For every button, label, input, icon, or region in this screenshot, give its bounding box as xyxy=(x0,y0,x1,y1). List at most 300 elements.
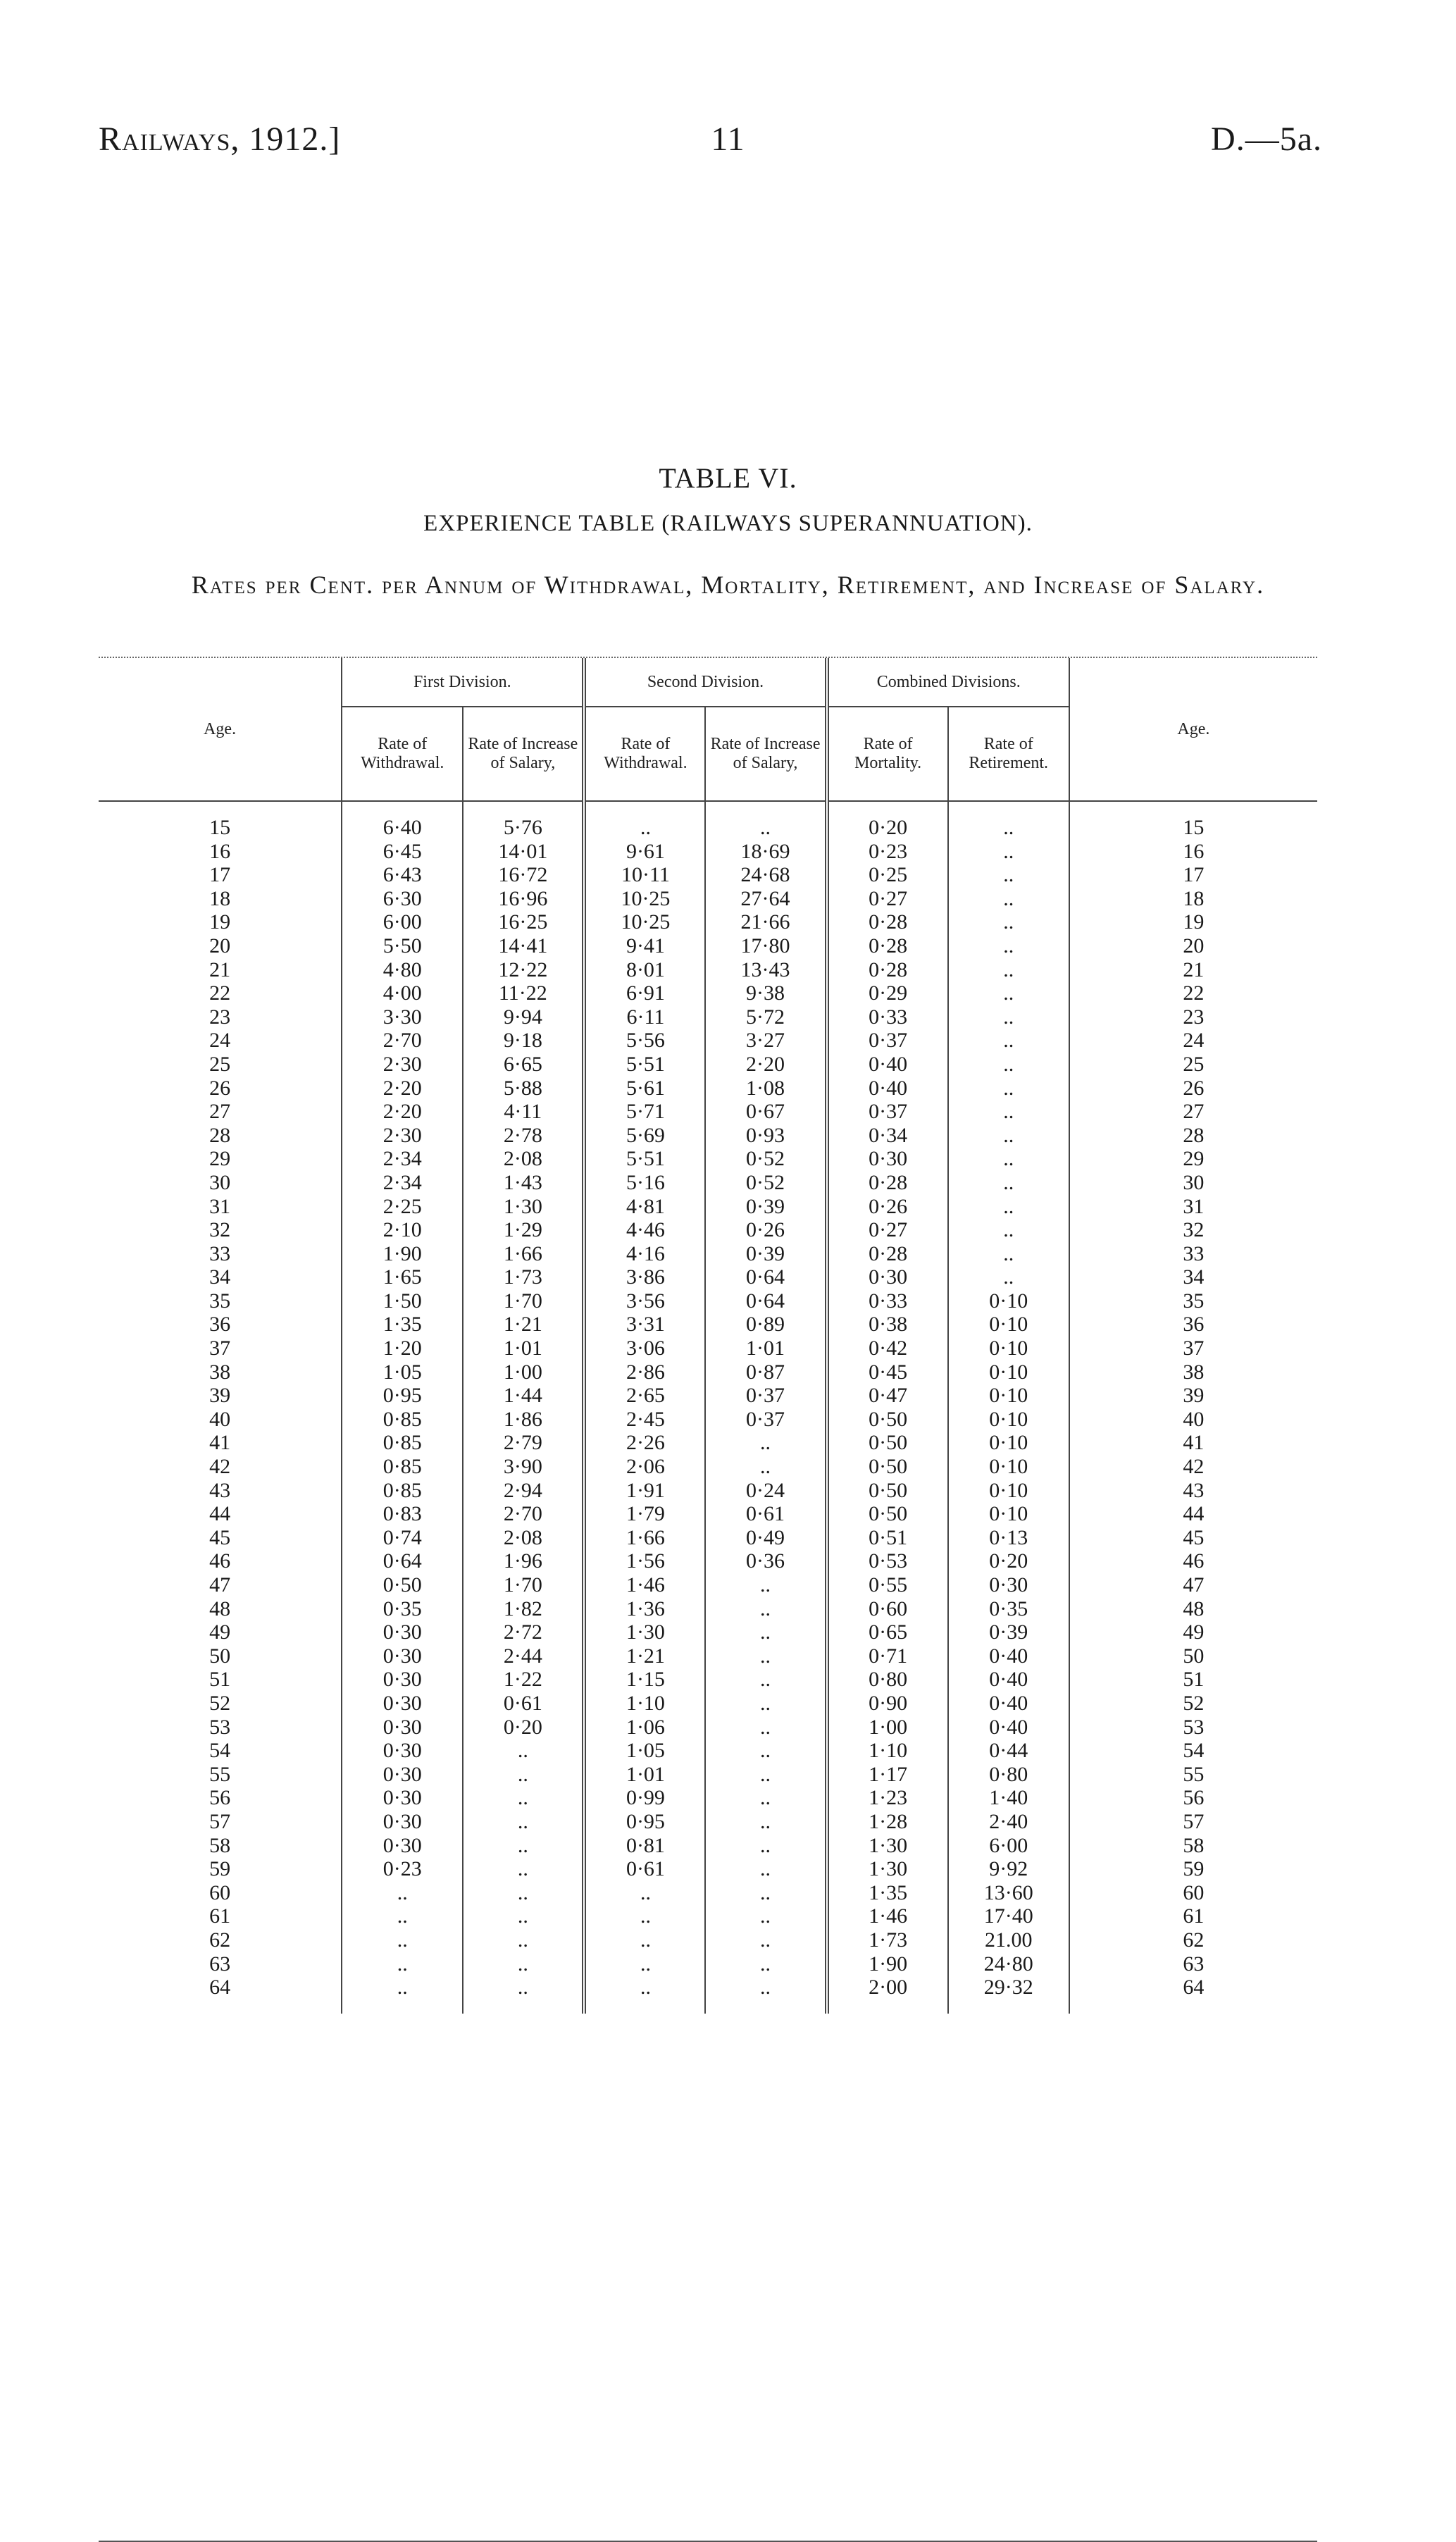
first-salary-cell: 1·73 xyxy=(463,1265,584,1289)
second-withdrawal-cell: 3·06 xyxy=(584,1337,705,1360)
first-withdrawal-cell: 1·35 xyxy=(342,1313,463,1337)
age-cell: 45 xyxy=(209,1525,231,1549)
table-row xyxy=(99,1431,1317,1455)
second-salary-cell: 9·38 xyxy=(705,981,826,1005)
retirement-cell: 0·39 xyxy=(948,1620,1069,1644)
first-withdrawal-cell: .. xyxy=(342,1881,463,1905)
table-row xyxy=(99,1549,1317,1573)
second-salary-cell: 17·80 xyxy=(705,934,826,958)
mortality-cell: 0·71 xyxy=(827,1644,948,1668)
second-salary-cell: 18·69 xyxy=(705,840,826,864)
age-cell-right: 63 xyxy=(1069,1952,1317,1976)
mortality-cell: 0·34 xyxy=(827,1124,948,1148)
second-withdrawal-cell: 1·79 xyxy=(584,1502,705,1526)
age-cell-right: 58 xyxy=(1069,1834,1317,1858)
retirement-cell: .. xyxy=(948,958,1069,982)
first-withdrawal-cell: 0·30 xyxy=(342,1786,463,1810)
second-withdrawal-cell: 2·26 xyxy=(584,1431,705,1455)
second-withdrawal-cell: 1·15 xyxy=(584,1668,705,1692)
age-cell-right: 33 xyxy=(1069,1242,1317,1266)
first-salary-cell: 1·66 xyxy=(463,1242,584,1266)
first-withdrawal-cell: 6·00 xyxy=(342,910,463,934)
retirement-cell: .. xyxy=(948,981,1069,1005)
second-withdrawal-cell: 2·65 xyxy=(584,1384,705,1408)
table-row xyxy=(99,981,1317,1005)
first-salary-cell: .. xyxy=(463,1857,584,1881)
age-cell: 30 xyxy=(209,1170,231,1194)
first-withdrawal-cell: .. xyxy=(342,1952,463,1976)
second-withdrawal-cell: .. xyxy=(584,1928,705,1952)
first-withdrawal-cell: 0·30 xyxy=(342,1668,463,1692)
table-row xyxy=(99,1620,1317,1644)
table-row xyxy=(99,1100,1317,1124)
second-salary-cell: 27·64 xyxy=(705,887,826,911)
table-row xyxy=(99,1479,1317,1503)
second-withdrawal-cell: 4·81 xyxy=(584,1195,705,1219)
second-withdrawal-cell: .. xyxy=(584,816,705,840)
first-withdrawal-cell: 0·85 xyxy=(342,1455,463,1479)
first-withdrawal-cell: 0·30 xyxy=(342,1620,463,1644)
age-cell: 35 xyxy=(209,1289,231,1313)
age-cell-right: 42 xyxy=(1069,1455,1317,1479)
second-salary-cell: .. xyxy=(705,1763,826,1787)
age-cell: 41 xyxy=(209,1431,231,1455)
age-cell-right: 37 xyxy=(1069,1337,1317,1360)
second-withdrawal-cell: 2·45 xyxy=(584,1408,705,1432)
age-cell-right: 27 xyxy=(1069,1100,1317,1124)
age-header-left: Age. xyxy=(99,658,342,801)
first-withdrawal-cell: 0·30 xyxy=(342,1810,463,1834)
mortality-cell: 1·00 xyxy=(827,1716,948,1740)
second-salary-cell: 1·01 xyxy=(705,1337,826,1360)
group-header-combined-divisions: Combined Divisions. xyxy=(827,658,1069,707)
second-salary-cell: 0·24 xyxy=(705,1479,826,1503)
mortality-cell: 0·37 xyxy=(827,1029,948,1053)
first-withdrawal-cell: 0·64 xyxy=(342,1549,463,1573)
mortality-cell: 2·00 xyxy=(827,1976,948,2000)
second-salary-cell: .. xyxy=(705,1644,826,1668)
retirement-cell: .. xyxy=(948,910,1069,934)
retirement-cell: 2·40 xyxy=(948,1810,1069,1834)
first-salary-cell: 14·41 xyxy=(463,934,584,958)
second-salary-cell: 0·39 xyxy=(705,1195,826,1219)
age-cell-right: 29 xyxy=(1069,1147,1317,1171)
table-row xyxy=(99,1265,1317,1289)
mortality-cell: 1·28 xyxy=(827,1810,948,1834)
mortality-cell: 0·23 xyxy=(827,840,948,864)
mortality-cell: 0·30 xyxy=(827,1147,948,1171)
first-salary-cell: 1·29 xyxy=(463,1218,584,1242)
table-row xyxy=(99,1077,1317,1100)
second-salary-cell: .. xyxy=(705,1431,826,1455)
first-salary-cell: 2·78 xyxy=(463,1124,584,1148)
mortality-cell: 0·65 xyxy=(827,1620,948,1644)
second-withdrawal-cell: 8·01 xyxy=(584,958,705,982)
retirement-cell: .. xyxy=(948,1124,1069,1148)
table-row xyxy=(99,1195,1317,1219)
second-withdrawal-cell: 2·06 xyxy=(584,1455,705,1479)
first-salary-cell: 1·01 xyxy=(463,1337,584,1360)
second-withdrawal-cell: 1·06 xyxy=(584,1716,705,1740)
age-cell: 36 xyxy=(209,1313,231,1337)
second-salary-cell: .. xyxy=(705,1692,826,1716)
table-row xyxy=(99,958,1317,982)
first-withdrawal-cell: .. xyxy=(342,1976,463,2000)
mortality-cell: 0·50 xyxy=(827,1455,948,1479)
second-salary-cell: 0·87 xyxy=(705,1360,826,1384)
second-salary-cell: 0·36 xyxy=(705,1549,826,1573)
retirement-cell: .. xyxy=(948,1218,1069,1242)
retirement-cell: .. xyxy=(948,1100,1069,1124)
first-salary-cell: 2·72 xyxy=(463,1620,584,1644)
second-withdrawal-cell: 5·61 xyxy=(584,1077,705,1100)
age-cell-right: 48 xyxy=(1069,1597,1317,1621)
age-cell: 49 xyxy=(209,1620,231,1644)
retirement-cell: 0·10 xyxy=(948,1431,1069,1455)
retirement-cell: 0·13 xyxy=(948,1526,1069,1550)
sub-header-mortality: Rate of Mortality. xyxy=(827,707,948,801)
first-salary-cell: 1·44 xyxy=(463,1384,584,1408)
age-cell-right: 45 xyxy=(1069,1526,1317,1550)
retirement-cell: .. xyxy=(948,1005,1069,1029)
mortality-cell: 0·33 xyxy=(827,1005,948,1029)
mortality-cell: 1·23 xyxy=(827,1786,948,1810)
first-withdrawal-cell: 2·25 xyxy=(342,1195,463,1219)
table-row xyxy=(99,1810,1317,1834)
age-cell: 50 xyxy=(209,1644,231,1668)
table-header xyxy=(99,658,1317,801)
retirement-cell: 0·44 xyxy=(948,1739,1069,1763)
first-withdrawal-cell: 0·85 xyxy=(342,1408,463,1432)
first-withdrawal-cell: 2·70 xyxy=(342,1029,463,1053)
first-salary-cell: .. xyxy=(463,1881,584,1905)
mortality-cell: 1·30 xyxy=(827,1834,948,1858)
retirement-cell: .. xyxy=(948,840,1069,864)
first-salary-cell: 2·70 xyxy=(463,1502,584,1526)
first-withdrawal-cell: 6·45 xyxy=(342,840,463,864)
second-salary-cell: 0·52 xyxy=(705,1171,826,1195)
age-cell: 59 xyxy=(209,1857,231,1881)
first-salary-cell: 2·79 xyxy=(463,1431,584,1455)
retirement-cell: 17·40 xyxy=(948,1904,1069,1928)
first-withdrawal-cell: .. xyxy=(342,1928,463,1952)
second-withdrawal-cell: 0·95 xyxy=(584,1810,705,1834)
second-salary-cell: 0·26 xyxy=(705,1218,826,1242)
age-cell-right: 64 xyxy=(1069,1976,1317,2000)
second-salary-cell: .. xyxy=(705,1928,826,1952)
age-cell: 37 xyxy=(209,1337,231,1360)
age-cell-right: 59 xyxy=(1069,1857,1317,1881)
first-withdrawal-cell: 0·30 xyxy=(342,1644,463,1668)
first-withdrawal-cell: 0·85 xyxy=(342,1479,463,1503)
age-cell: 44 xyxy=(209,1502,231,1526)
first-withdrawal-cell: 4·80 xyxy=(342,958,463,982)
second-withdrawal-cell: 9·41 xyxy=(584,934,705,958)
age-cell: 54 xyxy=(209,1739,231,1763)
retirement-cell: 0·10 xyxy=(948,1384,1069,1408)
retirement-cell: 21.00 xyxy=(948,1928,1069,1952)
age-cell-right: 51 xyxy=(1069,1668,1317,1692)
table-row xyxy=(99,1763,1317,1787)
table-row xyxy=(99,1644,1317,1668)
table-row xyxy=(99,1952,1317,1976)
age-cell: 33 xyxy=(209,1241,231,1265)
mortality-cell: 0·28 xyxy=(827,1171,948,1195)
mortality-cell: 0·28 xyxy=(827,934,948,958)
age-cell: 47 xyxy=(209,1573,231,1596)
first-salary-cell: 0·20 xyxy=(463,1716,584,1740)
retirement-cell: 0·10 xyxy=(948,1408,1069,1432)
age-cell-right: 55 xyxy=(1069,1763,1317,1787)
group-header-first-division: First Division. xyxy=(342,658,584,707)
second-withdrawal-cell: .. xyxy=(584,1881,705,1905)
age-cell-right: 39 xyxy=(1069,1384,1317,1408)
table-row xyxy=(99,887,1317,911)
retirement-cell: .. xyxy=(948,816,1069,840)
retirement-cell: 24·80 xyxy=(948,1952,1069,1976)
mortality-cell: 0·90 xyxy=(827,1692,948,1716)
second-withdrawal-cell: 5·51 xyxy=(584,1147,705,1171)
age-cell: 15 xyxy=(209,816,231,839)
retirement-cell: 0·10 xyxy=(948,1337,1069,1360)
first-withdrawal-cell: 0·30 xyxy=(342,1763,463,1787)
sub-header-second-salary: Rate of Increase of Salary, xyxy=(705,707,826,801)
table-row xyxy=(99,1716,1317,1740)
second-salary-cell: .. xyxy=(705,1739,826,1763)
mortality-cell: 0·27 xyxy=(827,1218,948,1242)
second-withdrawal-cell: 1·56 xyxy=(584,1549,705,1573)
retirement-cell: 13·60 xyxy=(948,1881,1069,1905)
first-salary-cell: 14·01 xyxy=(463,840,584,864)
age-cell: 56 xyxy=(209,1786,231,1810)
document-reference: D.—5a. xyxy=(1211,120,1322,158)
table-row xyxy=(99,1976,1317,2000)
mortality-cell: 0·28 xyxy=(827,1242,948,1266)
first-salary-cell: .. xyxy=(463,1739,584,1763)
second-salary-cell: 5·72 xyxy=(705,1005,826,1029)
second-salary-cell: .. xyxy=(705,816,826,840)
age-cell-right: 57 xyxy=(1069,1810,1317,1834)
second-withdrawal-cell: 3·56 xyxy=(584,1289,705,1313)
first-withdrawal-cell: 1·20 xyxy=(342,1337,463,1360)
age-cell: 42 xyxy=(209,1455,231,1479)
second-salary-cell: 1·08 xyxy=(705,1077,826,1100)
first-salary-cell: 16·96 xyxy=(463,887,584,911)
first-withdrawal-cell: 0·30 xyxy=(342,1692,463,1716)
table-row xyxy=(99,1313,1317,1337)
first-salary-cell: 3·90 xyxy=(463,1455,584,1479)
second-salary-cell: 0·64 xyxy=(705,1289,826,1313)
age-cell: 24 xyxy=(209,1029,231,1053)
retirement-cell: .. xyxy=(948,1195,1069,1219)
first-withdrawal-cell: 1·90 xyxy=(342,1242,463,1266)
second-salary-cell: .. xyxy=(705,1834,826,1858)
retirement-cell: .. xyxy=(948,1265,1069,1289)
second-withdrawal-cell: 1·10 xyxy=(584,1692,705,1716)
mortality-cell: 0·29 xyxy=(827,981,948,1005)
second-salary-cell: 24·68 xyxy=(705,863,826,887)
first-salary-cell: 1·70 xyxy=(463,1573,584,1597)
second-salary-cell: 21·66 xyxy=(705,910,826,934)
table-row xyxy=(99,1834,1317,1858)
age-cell: 46 xyxy=(209,1549,231,1573)
age-cell: 32 xyxy=(209,1218,231,1242)
running-header-left: Railways, 1912.] xyxy=(99,120,341,158)
age-cell-right: 24 xyxy=(1069,1029,1317,1053)
second-withdrawal-cell: 1·30 xyxy=(584,1620,705,1644)
first-withdrawal-cell: 1·65 xyxy=(342,1265,463,1289)
second-withdrawal-cell: 10·25 xyxy=(584,887,705,911)
age-cell: 17 xyxy=(209,863,231,887)
mortality-cell: 0·27 xyxy=(827,887,948,911)
age-cell: 40 xyxy=(209,1407,231,1431)
first-withdrawal-cell: 0·30 xyxy=(342,1834,463,1858)
table-row xyxy=(99,1289,1317,1313)
second-salary-cell: 13·43 xyxy=(705,958,826,982)
mortality-cell: 0·37 xyxy=(827,1100,948,1124)
table-row xyxy=(99,1597,1317,1621)
second-salary-cell: 0·39 xyxy=(705,1242,826,1266)
table-row xyxy=(99,1928,1317,1952)
retirement-cell: 0·40 xyxy=(948,1716,1069,1740)
second-withdrawal-cell: 3·31 xyxy=(584,1313,705,1337)
age-cell-right: 49 xyxy=(1069,1620,1317,1644)
mortality-cell: 0·28 xyxy=(827,910,948,934)
second-withdrawal-cell: 5·71 xyxy=(584,1100,705,1124)
table-row xyxy=(99,1526,1317,1550)
first-salary-cell: .. xyxy=(463,1928,584,1952)
first-salary-cell: 6·65 xyxy=(463,1053,584,1077)
retirement-cell: 0·10 xyxy=(948,1502,1069,1526)
second-withdrawal-cell: .. xyxy=(584,1952,705,1976)
second-withdrawal-cell: 9·61 xyxy=(584,840,705,864)
first-withdrawal-cell: 0·35 xyxy=(342,1597,463,1621)
first-salary-cell: 11·22 xyxy=(463,981,584,1005)
age-cell: 29 xyxy=(209,1147,231,1171)
mortality-cell: 0·80 xyxy=(827,1668,948,1692)
first-withdrawal-cell: 0·85 xyxy=(342,1431,463,1455)
first-salary-cell: 0·61 xyxy=(463,1692,584,1716)
age-cell-right: 61 xyxy=(1069,1904,1317,1928)
age-cell: 57 xyxy=(209,1809,231,1833)
retirement-cell: 0·40 xyxy=(948,1668,1069,1692)
age-cell: 25 xyxy=(209,1052,231,1076)
retirement-cell: 0·10 xyxy=(948,1289,1069,1313)
second-withdrawal-cell: 5·69 xyxy=(584,1124,705,1148)
retirement-cell: 0·10 xyxy=(948,1455,1069,1479)
table-row xyxy=(99,1739,1317,1763)
second-salary-cell: .. xyxy=(705,1597,826,1621)
second-withdrawal-cell: 1·66 xyxy=(584,1526,705,1550)
retirement-cell: .. xyxy=(948,1147,1069,1171)
age-cell: 34 xyxy=(209,1265,231,1289)
first-salary-cell: 1·30 xyxy=(463,1195,584,1219)
age-cell-right: 60 xyxy=(1069,1881,1317,1905)
age-cell-right: 52 xyxy=(1069,1692,1317,1716)
page-number: 11 xyxy=(711,120,745,158)
first-salary-cell: 1·82 xyxy=(463,1597,584,1621)
age-cell-right: 18 xyxy=(1069,887,1317,911)
age-cell-right: 50 xyxy=(1069,1644,1317,1668)
second-salary-cell: 0·52 xyxy=(705,1147,826,1171)
first-salary-cell: 1·22 xyxy=(463,1668,584,1692)
age-cell-right: 40 xyxy=(1069,1408,1317,1432)
age-cell: 43 xyxy=(209,1478,231,1502)
first-withdrawal-cell: .. xyxy=(342,1904,463,1928)
age-cell: 28 xyxy=(209,1123,231,1147)
table-number: TABLE VI. xyxy=(659,462,797,494)
age-cell-right: 22 xyxy=(1069,981,1317,1005)
mortality-cell: 1·17 xyxy=(827,1763,948,1787)
second-withdrawal-cell: 5·56 xyxy=(584,1029,705,1053)
mortality-cell: 0·40 xyxy=(827,1053,948,1077)
first-salary-cell: 4·11 xyxy=(463,1100,584,1124)
mortality-cell: 1·73 xyxy=(827,1928,948,1952)
second-withdrawal-cell: .. xyxy=(584,1976,705,2000)
second-withdrawal-cell: 0·99 xyxy=(584,1786,705,1810)
mortality-cell: 0·50 xyxy=(827,1431,948,1455)
mortality-cell: 0·50 xyxy=(827,1479,948,1503)
second-salary-cell: .. xyxy=(705,1976,826,2000)
first-salary-cell: 2·08 xyxy=(463,1147,584,1171)
table-row xyxy=(99,1881,1317,1905)
age-cell-right: 26 xyxy=(1069,1077,1317,1100)
first-withdrawal-cell: 1·05 xyxy=(342,1360,463,1384)
age-cell-right: 15 xyxy=(1069,816,1317,840)
first-withdrawal-cell: 2·30 xyxy=(342,1124,463,1148)
retirement-cell: .. xyxy=(948,1171,1069,1195)
first-withdrawal-cell: 0·74 xyxy=(342,1526,463,1550)
second-withdrawal-cell: 10·25 xyxy=(584,910,705,934)
age-cell-right: 43 xyxy=(1069,1479,1317,1503)
mortality-cell: 0·42 xyxy=(827,1337,948,1360)
first-salary-cell: 1·43 xyxy=(463,1171,584,1195)
retirement-cell: 0·40 xyxy=(948,1644,1069,1668)
age-cell-right: 38 xyxy=(1069,1360,1317,1384)
first-withdrawal-cell: 2·34 xyxy=(342,1147,463,1171)
first-salary-cell: 1·21 xyxy=(463,1313,584,1337)
second-salary-cell: .. xyxy=(705,1668,826,1692)
second-withdrawal-cell: .. xyxy=(584,1904,705,1928)
age-cell-right: 25 xyxy=(1069,1053,1317,1077)
mortality-cell: 1·30 xyxy=(827,1857,948,1881)
first-withdrawal-cell: 2·20 xyxy=(342,1077,463,1100)
second-withdrawal-cell: 1·46 xyxy=(584,1573,705,1597)
second-salary-cell: 0·61 xyxy=(705,1502,826,1526)
age-cell: 31 xyxy=(209,1194,231,1218)
retirement-cell: .. xyxy=(948,1242,1069,1266)
sub-header-second-withdrawal: Rate of Withdrawal. xyxy=(584,707,705,801)
table-spacer-top xyxy=(99,801,1317,816)
table-row xyxy=(99,1053,1317,1077)
first-salary-cell: 12·22 xyxy=(463,958,584,982)
first-salary-cell: 5·76 xyxy=(463,816,584,840)
first-salary-cell: .. xyxy=(463,1952,584,1976)
age-cell: 60 xyxy=(209,1880,231,1904)
age-cell: 64 xyxy=(209,1976,231,2000)
group-header-second-division: Second Division. xyxy=(584,658,826,707)
mortality-cell: 0·20 xyxy=(827,816,948,840)
mortality-cell: 0·30 xyxy=(827,1265,948,1289)
age-cell-right: 30 xyxy=(1069,1171,1317,1195)
first-withdrawal-cell: 0·50 xyxy=(342,1573,463,1597)
table-row xyxy=(99,1692,1317,1716)
second-salary-cell: .. xyxy=(705,1716,826,1740)
sub-header-first-salary: Rate of Increase of Salary, xyxy=(463,707,584,801)
second-salary-cell: 2·20 xyxy=(705,1053,826,1077)
age-cell-right: 28 xyxy=(1069,1124,1317,1148)
first-salary-cell: 1·70 xyxy=(463,1289,584,1313)
